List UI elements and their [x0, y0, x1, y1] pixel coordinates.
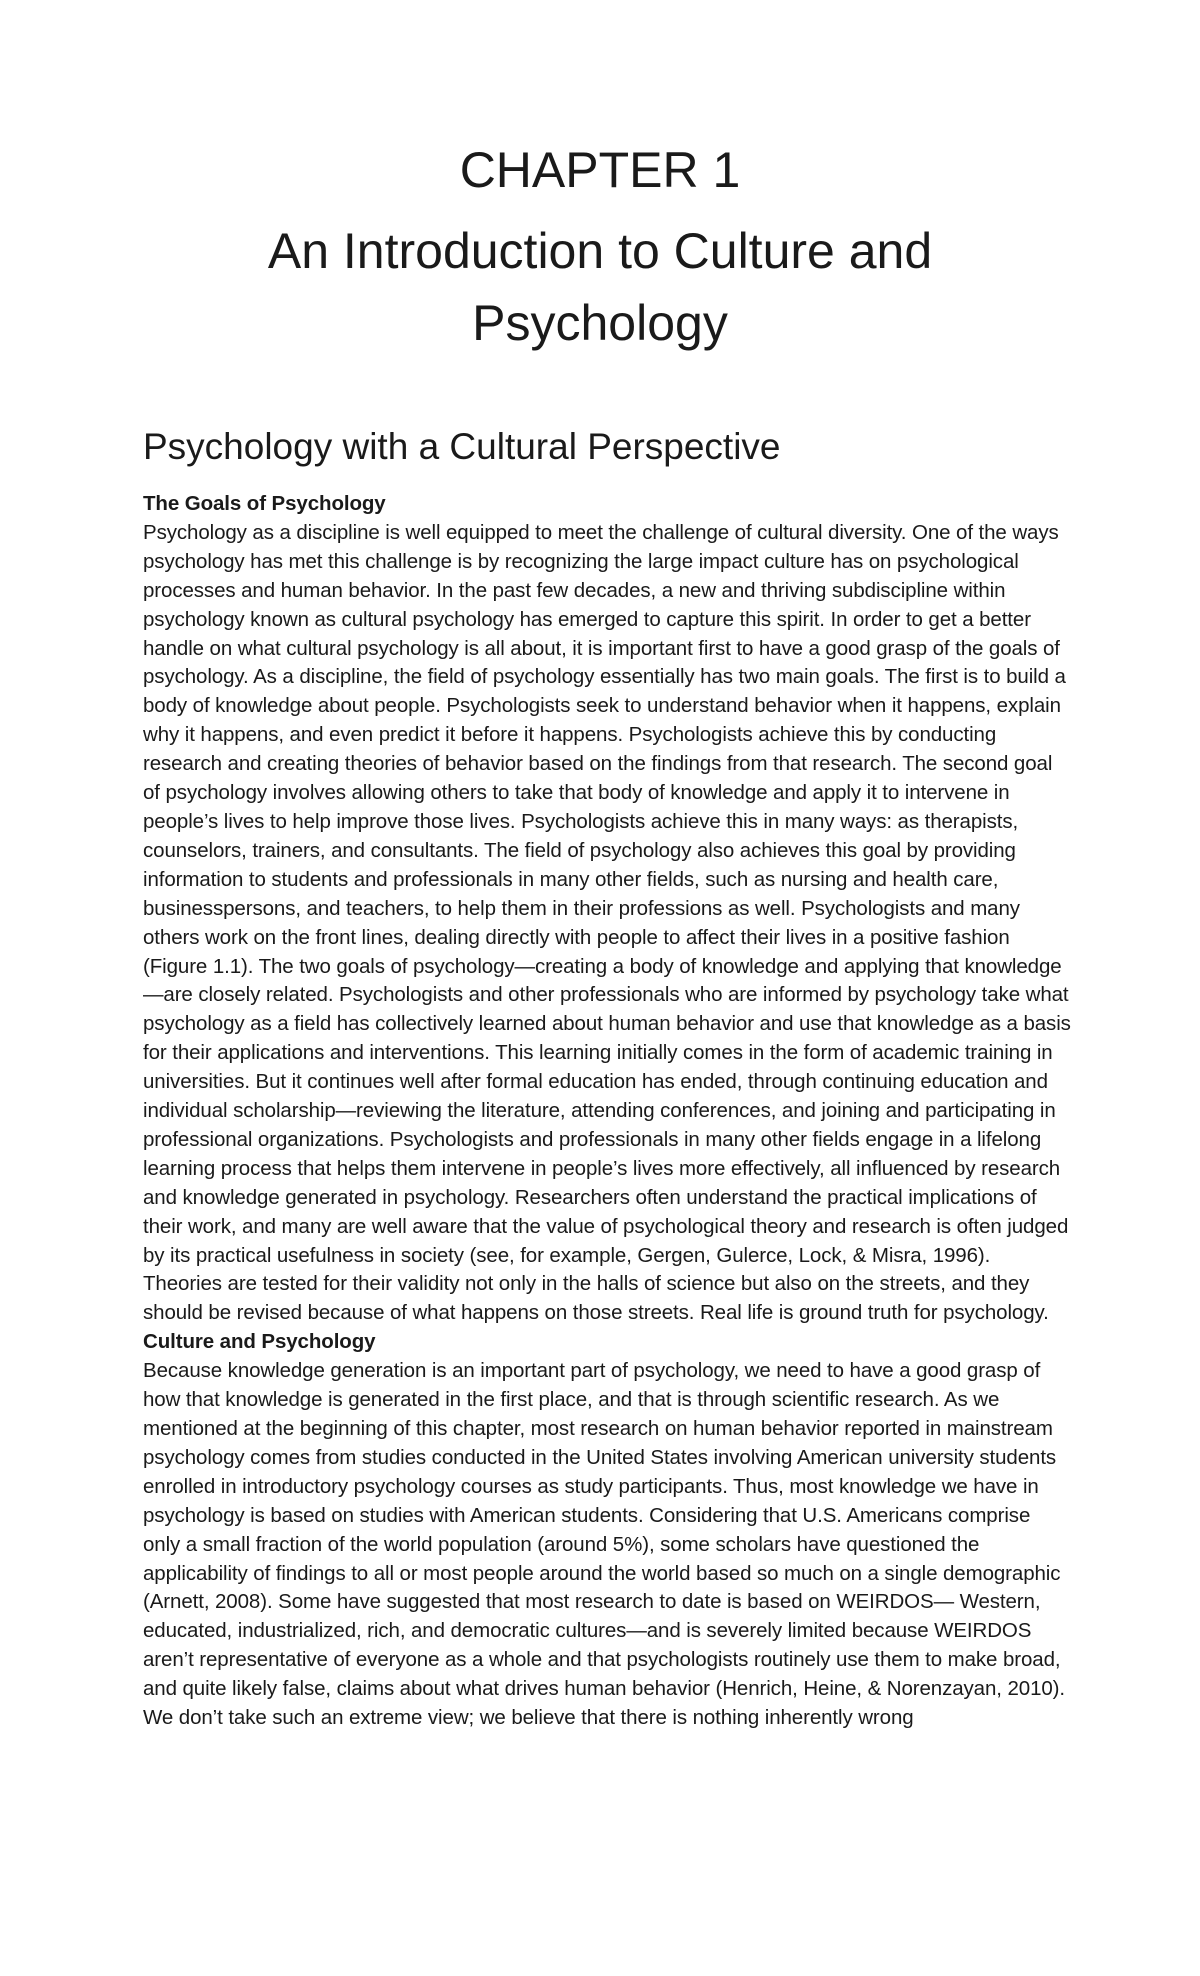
subsection-heading-goals: The Goals of Psychology	[143, 492, 386, 515]
chapter-label: CHAPTER 1	[459, 142, 741, 198]
section-content	[143, 490, 1073, 1733]
paragraph-culture: Because knowledge generation is an important part of psychology, we need to have a good grasp of how that knowledge is generated in the first place, and that is through scientific research. As we mentioned at the beginning of this chapter, most research on human behavior reported in mainstream psychology comes from studies conducted in the United States involving American university students enrolled in introductory psychology courses as study participants. Thus, most knowledge we have in psychology is based on studies with American students. Considering that U.S. Americans comprise only a small fraction of the world population (around 5%), some scholars have questioned the applicability of findings to all or most people around the world based so much on a single demographic (Arnett, 2008). Some have suggested that most research to date is based on WEIRDOS— Western, educated, industrialized, rich, and democratic cultures—and is severely limited because WEIRDOS aren’t representative of everyone as a whole and that psychologists routinely use them to make broad, and quite likely false, claims about what drives human behavior (Henrich, Heine, & Norenzayan, 2010). We don’t take such an extreme view; we believe that there is nothing inherently wrong	[143, 1359, 1066, 1730]
chapter-title: An Introduction to Culture and Psychology	[267, 223, 933, 351]
paragraph-goals: Psychology as a discipline is well equipped to meet the challenge of cultural diversity. One of the ways psychology has met this challenge is by recognizing the large impact culture has on psychological processes and human behavior. In the past few decades, a new and thriving subdiscipline within psychology known as cultural psychology has emerged to capture this spirit. In order to get a better handle on what cultural psychology is all about, it is important first to have a good grasp of the goals of psychology. As a discipline, the field of psychology essentially has two main goals. The first is to build a body of knowledge about people. Psychologists seek to understand behavior when it happens, explain why it happens, and even predict it before it happens. Psychologists achieve this by conducting research and creating theories of behavior based on the findings from that research. The second goal of psychology involves allowing others to take that body of knowledge and apply it to intervene in people’s lives to help improve those lives. Psychologists achieve this in many ways: as therapists, counselors, trainers, and consultants. The field of psychology also achieves this goal by providing information to students and professionals in many other fields, such as nursing and health care, businesspersons, and teachers, to help them in their professions as well. Psychologists and many others work on the front lines, dealing directly with people to affect their lives in a positive fashion (Figure 1.1). The two goals of psychology—creating a body of knowledge and applying that knowledge—are closely related. Psychologists and other professionals who are informed by psychology take what psychology as a field has collectively learned about human behavior and use that knowledge as a basis for their applications and interventions. This learning initially comes in the form of academic training in universities. But it continues well after formal education has ended, through continuing education and individual scholarship—reviewing the literature, attending conferences, and joining and participating in professional organizations. Psychologists and professionals in many other fields engage in a lifelong learning process that helps them intervene in people’s lives more effectively, all influenced by research and knowledge generated in psychology. Researchers often understand the practical implications of their work, and many are well aware that the value of psychological theory and research is often judged by its practical usefulness in society (see, for example, Gergen, Gulerce, Lock, & Misra, 1996). Theories are tested for their validity not only in the halls of science but also on the streets, and they should be revised because of what happens on those streets. Real life is ground truth for psychology.	[143, 520, 1071, 1325]
subsection-heading-culture: Culture and Psychology	[143, 1330, 376, 1354]
section-heading: Psychology with a Cultural Perspective	[143, 426, 781, 467]
